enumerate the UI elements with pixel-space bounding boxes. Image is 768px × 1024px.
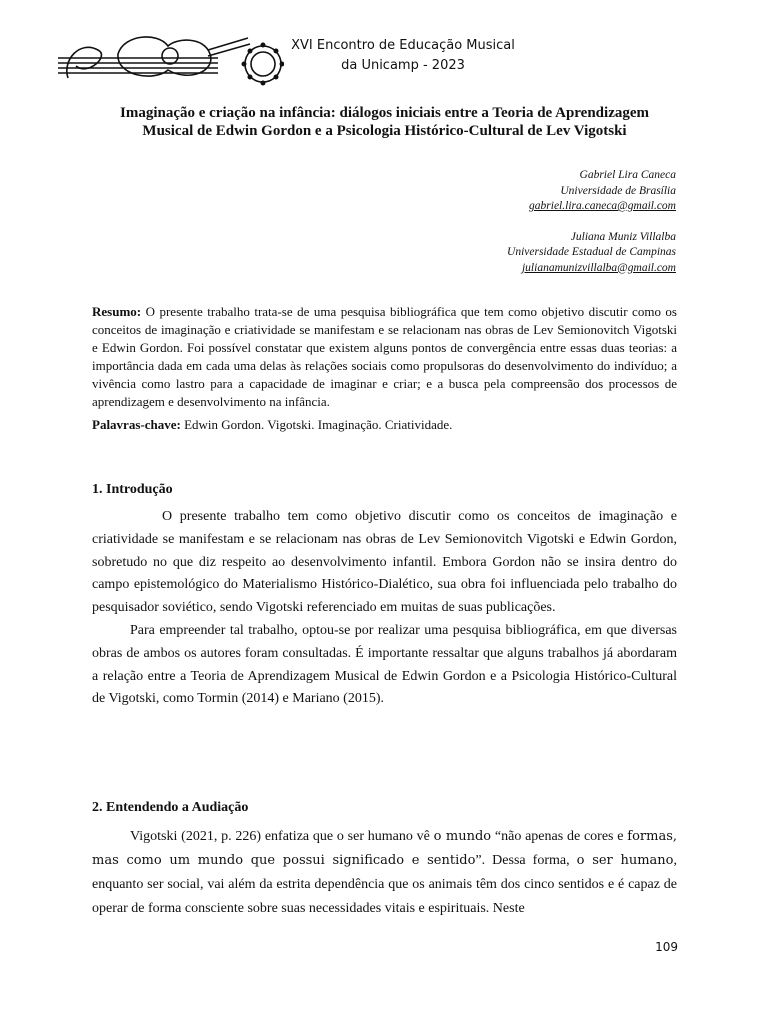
- quote-segment: formas, mas como um mundo que possui significado e sentido: [92, 829, 677, 868]
- section-body: [92, 825, 677, 921]
- keywords-text: Edwin Gordon. Vigotski. Imaginação. Criatividade.: [180, 417, 453, 432]
- paragraph: [92, 825, 677, 921]
- paper-title-line2: Musical de Edwin Gordon e a Psicologia Histórico-Cultural de Lev Vigotski: [142, 123, 627, 139]
- paragraph-segment: , enquanto ser social, vai além da estrita dependência que os animais têm dos cinco sentidos e é capaz de operar de forma consciente sobre suas necessidades vitais e espirituais. Neste: [92, 853, 677, 916]
- abstract-label: Resumo:: [92, 304, 142, 319]
- event-name-line2: da Unicamp - 2023: [341, 58, 465, 73]
- section-heading: 2. Entendendo a Audiação: [92, 800, 249, 815]
- abstract-text: O presente trabalho trata-se de uma pesquisa bibliográfica que tem como objetivo discutir como os conceitos de imaginação e criatividade se manifestam e se relacionam nas obras de Lev Semionovitch Vigotski e Edwin Gordon. Foi possível constatar que existem alguns pontos de convergência entre essas duas teorias: a importância dada em cada uma delas às relações sociais como propulsoras do desenvolvimento do indivíduo; a vivência como lastro para a capacidade de imaginar e criar; e a busca pela compreensão dos processos de aprendizagem e desenvolvimento na infância.: [92, 304, 677, 409]
- section-body: [92, 506, 677, 711]
- author-name: Gabriel Lira Caneca: [579, 169, 676, 181]
- author-email[interactable]: gabriel.lira.caneca@gmail.com: [529, 200, 676, 212]
- paragraph-segment: “não apenas de cores e: [491, 829, 628, 844]
- event-name: [288, 36, 518, 76]
- paragraph-segment: ”. Dessa forma,: [475, 853, 577, 868]
- author-block: [276, 168, 676, 276]
- section-heading: 1. Introdução: [92, 482, 173, 497]
- author-affiliation: Universidade de Brasília: [560, 184, 676, 197]
- paragraph: O presente trabalho tem como objetivo discutir como os conceitos de imaginação e criatividade se manifestam e se relacionam nas obras de Lev Semionovitch Vigotski e Edwin Gordon, sobretudo no que diz respeito ao desenvolvimento infantil. Embora Gordon não se insira dentro do campo epistemológico do Materialismo Histórico-Dialético, sua obra foi influenciada pelo trabalho do pesquisador soviético, sendo Vigotski referenciado em muitas de suas publicações.: [92, 509, 677, 616]
- paragraph-segment: o mundo: [433, 829, 492, 844]
- author-affiliation: Universidade Estadual de Campinas: [507, 246, 676, 258]
- author-email[interactable]: julianamunizvillalba@gmail.com: [521, 261, 676, 274]
- keywords-label: Palavras-chave:: [92, 417, 181, 432]
- event-name-line1: XVI Encontro de Educação Musical: [291, 38, 515, 53]
- paper-title-line1: Imaginação e criação na infância: diálogos iniciais entre a Teoria de Aprendizagem: [119, 105, 649, 121]
- paragraph-segment: Vigotski (2021, p. 226) enfatiza que o ser humano vê: [130, 829, 434, 844]
- paragraph: Para empreender tal trabalho, optou-se por realizar uma pesquisa bibliográfica, em que diversas obras de ambos os autores foram consultadas. É importante ressaltar que alguns trabalhos já abordaram a relação entre a Teoria de Aprendizagem Musical de Edwin Gordon e a Psicologia Histórico-Cultural de Vigotski, como Tormin (2014) e Mariano (2015).: [92, 622, 677, 707]
- author-name: Juliana Muniz Villalba: [570, 230, 676, 243]
- keywords: [92, 416, 677, 434]
- paragraph-segment: o ser humano: [576, 853, 674, 868]
- paper-title: [92, 104, 677, 140]
- abstract: [92, 303, 677, 411]
- event-logo: [58, 20, 284, 90]
- page-number: 109: [655, 940, 678, 954]
